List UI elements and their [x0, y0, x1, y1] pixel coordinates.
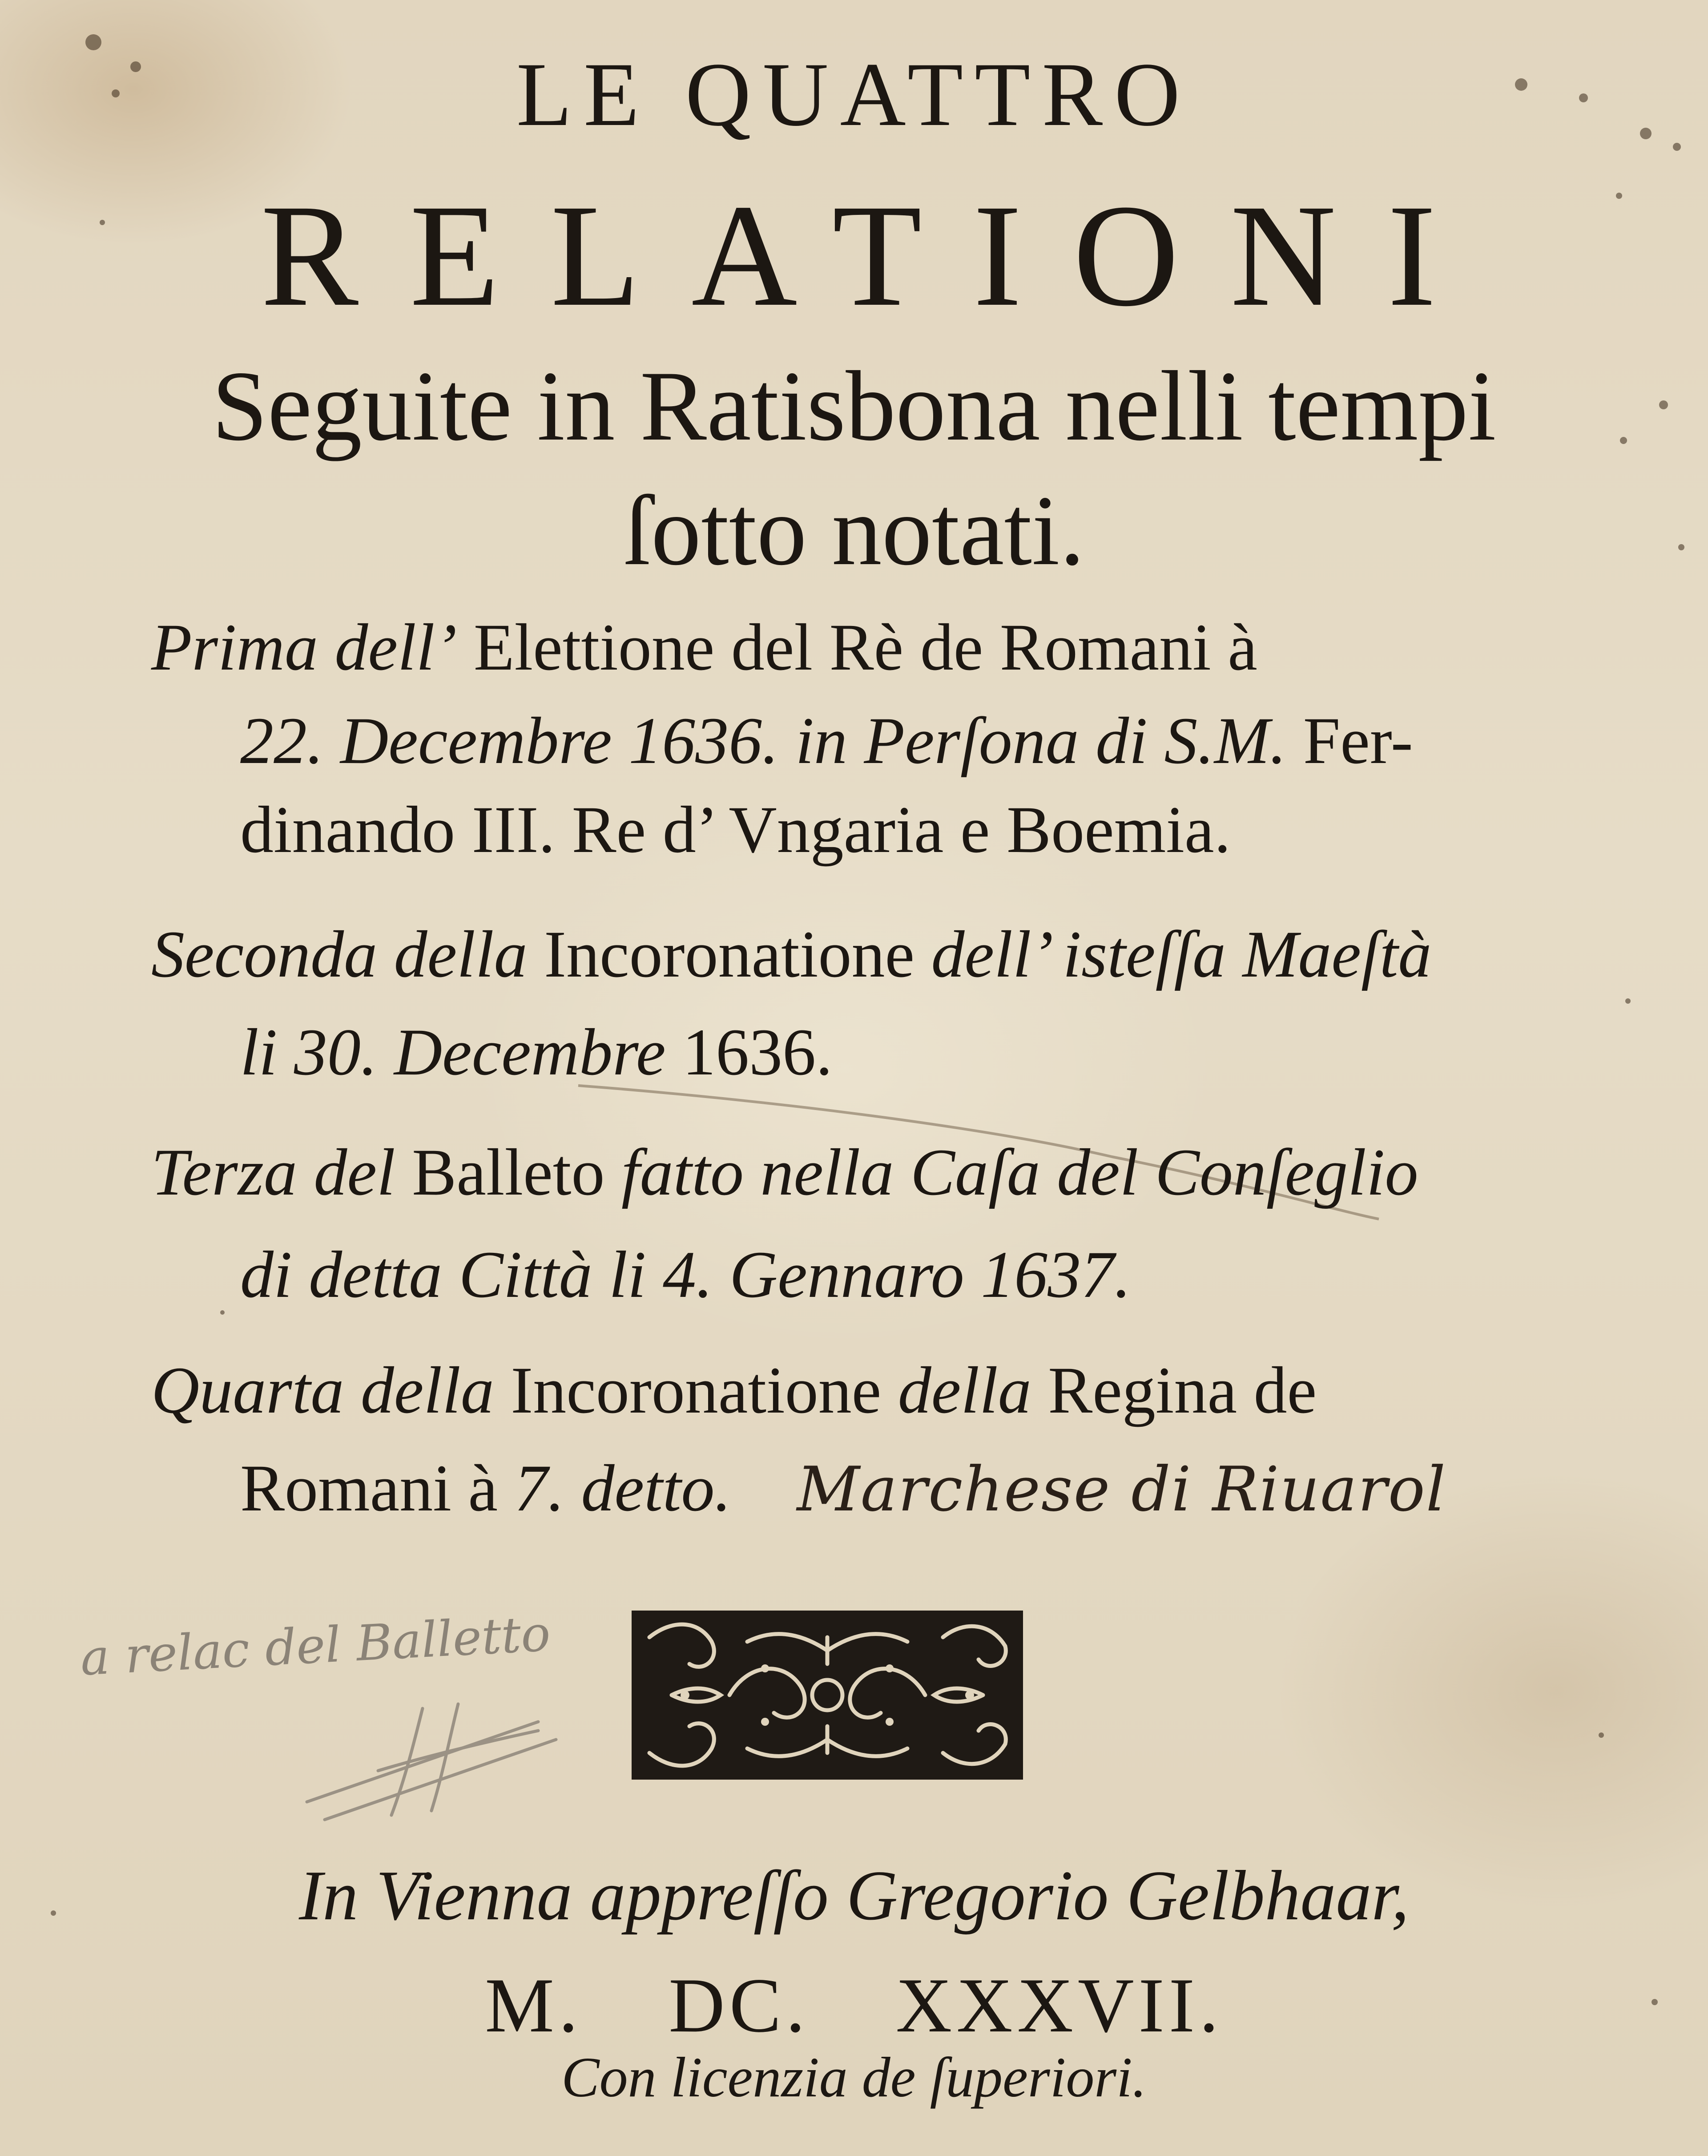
relation-second-seconda: Seconda della [151, 917, 528, 991]
relation-second-line2 [240, 1015, 833, 1089]
relation-first-prima: Prima dell’ [151, 610, 457, 684]
relation-second-date: li 30. Decembre [240, 1015, 666, 1089]
imprint-printer: In Vienna appreſſo Gregorio Gelbhaar, [298, 1856, 1409, 1935]
relation-second-year: 1636. [682, 1015, 833, 1089]
relation-fourth-quarta: Quarta della [151, 1353, 494, 1427]
relation-third-date: di detta Città li 4. Gennaro 1637. [240, 1238, 1131, 1312]
relation-first-fer: Fer- [1303, 704, 1413, 778]
relation-fourth-romani: Romani à [240, 1451, 498, 1525]
pencil-scribble-icon [289, 1691, 574, 1824]
pencil-annotation: a relac del Balletto [79, 1605, 552, 1687]
relation-fourth-line2 [240, 1451, 1446, 1525]
relation-first-line3 [240, 793, 1231, 867]
relation-first-elettione: Elettione del Rè de Romani à [473, 610, 1257, 684]
title-line-seguite: Seguite in Ratisbona nelli tempi [212, 350, 1496, 461]
relation-first-line1 [151, 610, 1257, 684]
imprint-licenza: Con licenzia de ſuperiori. [561, 2046, 1147, 2109]
relation-fourth-detto: 7. detto. [514, 1451, 731, 1525]
title-line-sotto-notati: ſotto notati. [623, 475, 1085, 586]
relation-third-line2 [240, 1238, 1131, 1312]
relation-second-incoronatione: Incoronatione [544, 917, 915, 991]
printers-ornament-icon [632, 1611, 1023, 1780]
imprint-year [0, 1962, 1708, 2048]
title-line-relationi: RELATIONI [261, 174, 1487, 337]
relation-fourth-incoronatione: Incoronatione [511, 1353, 882, 1427]
relation-fourth-line1 [151, 1353, 1317, 1427]
imprint-year-dc: DC. [669, 1962, 810, 2048]
relation-first-line2 [240, 704, 1413, 778]
relation-second-maesta: dell’ isteſſa Maeſtà [931, 917, 1432, 991]
relation-fourth-della: della [898, 1353, 1031, 1427]
relation-second-line1 [151, 917, 1432, 991]
relation-first-date: 22. Decembre 1636. in Perſona di S.M. [240, 704, 1287, 778]
relation-fourth-regina: Regina de [1048, 1353, 1317, 1427]
relation-third-balleto: Balleto [412, 1135, 605, 1209]
imprint-year-m: M. [485, 1962, 583, 2048]
handwritten-signature: Marchese di Riuarol [797, 1453, 1446, 1525]
relation-third-conseglio: fatto nella Caſa del Conſeglio [621, 1135, 1418, 1209]
relation-third-terza: Terza del [151, 1135, 395, 1209]
imprint-year-xxxvii: XXXVII. [895, 1962, 1223, 2048]
relation-first-dinando: dinando III. Re d’ Vngaria e Boemia. [240, 793, 1231, 867]
relation-third-line1 [151, 1135, 1418, 1209]
title-line-le-quattro: LE QUATTRO [516, 44, 1192, 145]
